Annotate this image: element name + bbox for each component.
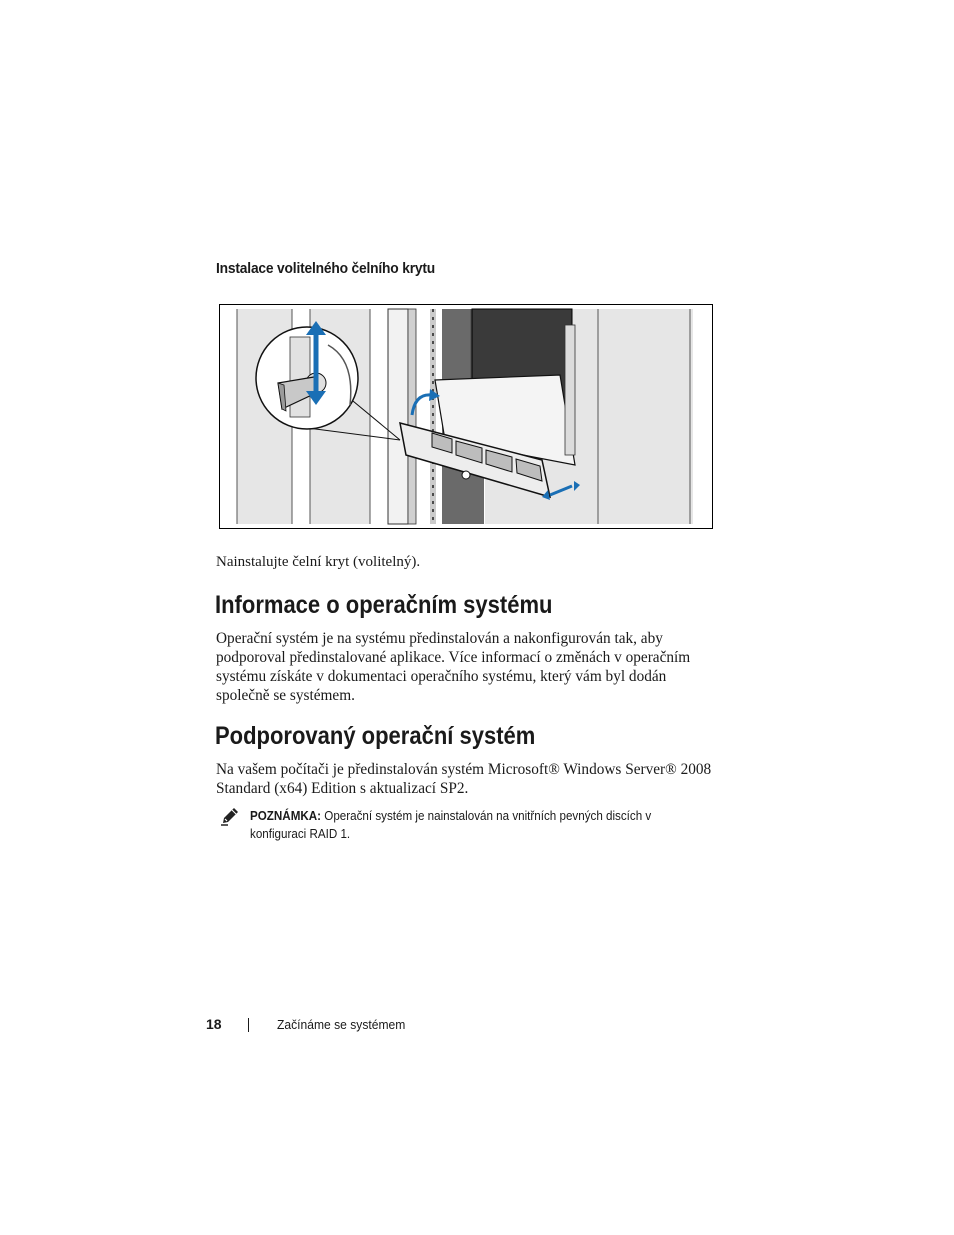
note-label: POZNÁMKA:	[250, 809, 322, 823]
os-info-line: Operační systém je na systému předinstalován a nakonfigurován tak, aby	[216, 630, 663, 647]
bezel-installation-figure	[219, 304, 713, 529]
figure-caption: Nainstalujte čelní kryt (volitelný).	[216, 554, 421, 570]
page-number: 18	[206, 1016, 222, 1032]
os-info-heading: Informace o operačním systému	[215, 591, 553, 619]
note-text: Operační systém je nainstalován na vnitřních pevných discích v	[324, 809, 652, 823]
supported-os-paragraph	[216, 760, 716, 798]
os-info-line: podporoval předinstalované aplikace. Více informací o změnách v operačním	[216, 649, 691, 666]
note-line-2: konfiguraci RAID 1.	[250, 827, 351, 841]
footer-divider	[248, 1018, 249, 1032]
note-pencil-icon	[220, 806, 240, 826]
note-block	[250, 807, 720, 843]
footer-title: Začínáme se systémem	[277, 1017, 406, 1032]
os-info-line: systému získáte v dokumentaci operačního systému, který vám byl dodán	[216, 668, 667, 685]
note-line-1	[250, 807, 687, 825]
os-info-paragraph	[216, 629, 716, 705]
section-heading: Instalace volitelného čelního krytu	[216, 260, 436, 277]
supported-os-heading: Podporovaný operační systém	[215, 722, 536, 750]
bezel-illustration	[220, 305, 713, 529]
supported-os-line: Standard (x64) Edition s aktualizací SP2.	[216, 780, 469, 797]
supported-os-line: Na vašem počítači je předinstalován systém Microsoft® Windows Server® 2008	[216, 761, 712, 778]
os-info-line: společně se systémem.	[216, 687, 355, 704]
